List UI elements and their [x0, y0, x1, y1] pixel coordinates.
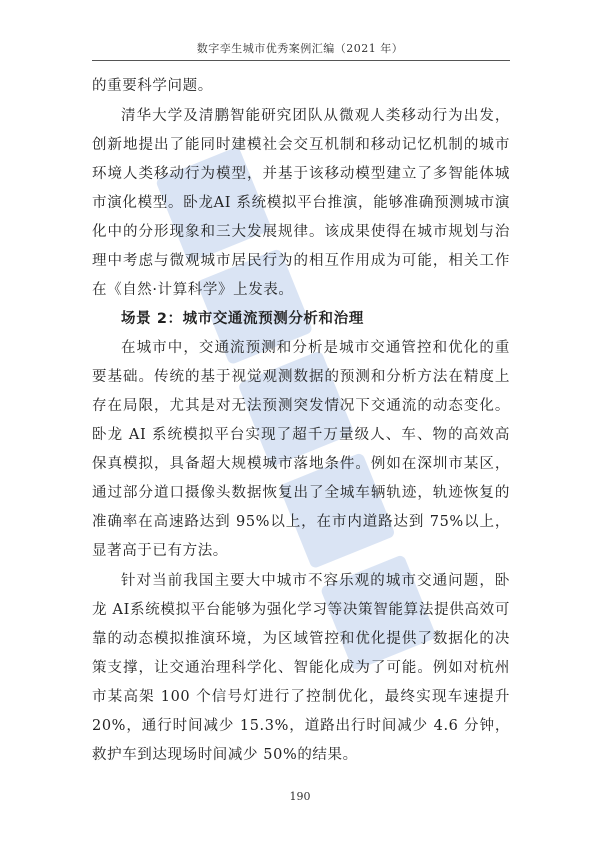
paragraph: 针对当前我国主要大中城市不容乐观的城市交通问题，卧龙 AI系统模拟平台能够为强化学习等决策智能算法提供高效可靠的动态模拟推演环境，为区域管控和优化提供了数据化的决策支撑，让交通治理科学化、智能化成为了可能。例如对杭州市某高架 100 个信号灯进行了控制优化，最终实现车速提升 20%，通行时间减少 15.3%，道路出行时间减少 4.6 分钟，救护车到达现场时间减少 50%的结果。 — [92, 573, 510, 763]
paragraph: 在城市中，交通流预测和分析是城市交通管控和优化的重要基础。传统的基于视觉观测数据的预测和分析方法在精度上存在局限，尤其是对无法预测突发情况下交通流的动态变化。卧龙 AI 系统模拟平台实现了超千万量级人、车、物的高效高保真模拟，具备超大规模城市落地条件。例如在深圳市某区，通过部分道口摄像头数据恢复出了全城车辆轨迹，轨迹恢复的准确率在高速路达到 95%以上，在市内道路达到 75%以上，显著高于已有方法。 — [92, 340, 510, 559]
header-divider — [92, 60, 510, 61]
document-body — [92, 72, 510, 770]
page-number: 190 — [289, 790, 311, 803]
paragraph: 的重要科学问题。 — [92, 78, 213, 94]
section-heading: 场景 2：城市交通流预测分析和治理 — [121, 311, 364, 327]
paragraph: 清华大学及清鹏智能研究团队从微观人类移动行为出发，创新地提出了能同时建模社会交互机制和移动记忆机制的城市环境人类移动行为模型，并基于该移动模型建立了多智能体城市演化模型。卧龙AI 系统模拟平台推演，能够准确预测城市演化中的分形现象和三大发展规律。该成果使得在城市规划与治理中考虑与微观城市居民行为的相互作用成为可能，相关工作在《自然·计算科学》上发表。 — [92, 108, 510, 298]
page-header: 数字孪生城市优秀案例汇编（2021 年） — [196, 42, 404, 55]
